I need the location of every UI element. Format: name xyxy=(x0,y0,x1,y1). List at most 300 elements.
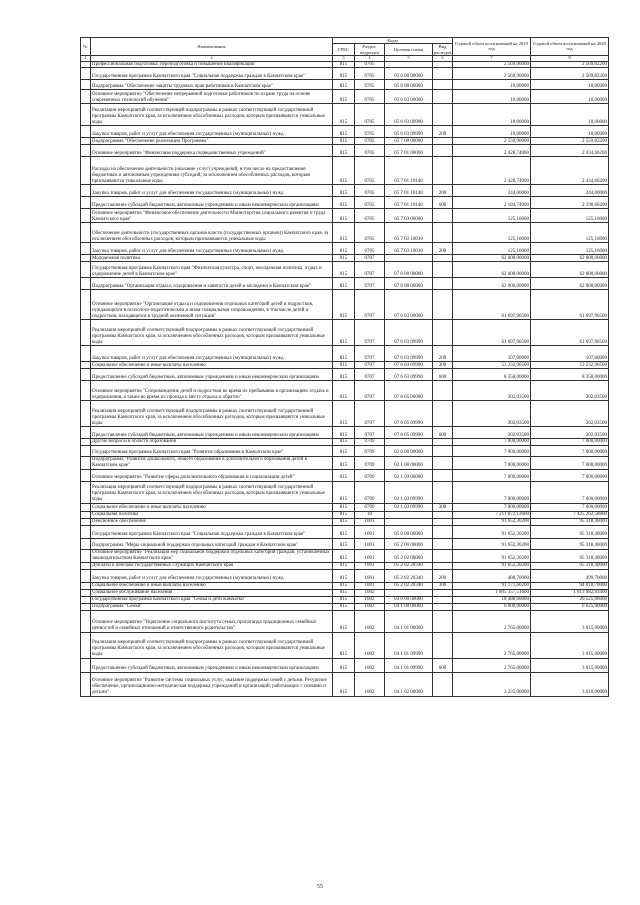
row-csr: 05 2 00 00000 xyxy=(385,538,433,549)
row-csr: 04 1 01 09990 xyxy=(385,658,433,672)
table-row xyxy=(81,632,609,658)
row-grbs: 815 xyxy=(333,320,355,346)
row-sum-2019: 125,16000 xyxy=(453,209,531,223)
row-grbs: 815 xyxy=(333,138,355,145)
row-name: Профессиональная подготовка, переподготовка и повышение квалификации xyxy=(91,61,333,68)
row-sum-2019: 302,03500 xyxy=(453,401,531,427)
row-number-cell xyxy=(81,672,91,696)
row-name: Предоставление субсидий бюджетным, автономным учреждениям и иным некоммерческим организациям xyxy=(91,369,333,381)
row-razdel: 1002 xyxy=(355,658,385,672)
row-csr xyxy=(385,255,433,262)
row-razdel: 0707 xyxy=(355,427,385,439)
row-name: Доплаты к пенсиям государственных служащих Камчатского края xyxy=(91,562,333,569)
row-sum-2019: 125,16000 xyxy=(453,243,531,255)
header-sum-2020: Годовой объем ассигнований на 2020 год xyxy=(531,38,609,56)
row-vid xyxy=(433,549,453,562)
row-razdel: 0709 xyxy=(355,503,385,511)
row-sum-2020: 61 697,96500 xyxy=(531,320,609,346)
row-razdel: 0705 xyxy=(355,61,385,68)
row-csr: 07 6 05 00000 xyxy=(385,381,433,401)
row-grbs: 815 xyxy=(333,255,355,262)
row-csr: 05 7 03 10010 xyxy=(385,243,433,255)
row-sum-2019: 7 211 872,12600 xyxy=(453,511,531,518)
row-vid xyxy=(433,104,453,126)
row-csr: 05 0 00 00000 xyxy=(385,68,433,80)
table-row xyxy=(81,362,609,369)
row-grbs: 815 xyxy=(333,262,355,278)
column-number: 4 xyxy=(355,55,385,61)
row-sum-2020: 7 000,00000 xyxy=(531,439,609,446)
row-sum-2019: 91 652,30200 xyxy=(453,562,531,569)
row-csr: 04 1 01 09990 xyxy=(385,632,433,658)
row-sum-2019: 3 235,00000 xyxy=(453,672,531,696)
header-vid: Вид расходов xyxy=(434,44,452,55)
row-csr: 05 7 03 00000 xyxy=(385,209,433,223)
row-grbs: 815 xyxy=(333,157,355,185)
row-number-cell xyxy=(81,569,91,582)
row-name: Реализация мероприятий соответствующей подпрограммы в рамках соответствующей государственной программы Камчатского края, за исключением обособленных расходов, которым присваиваются уникальные коды xyxy=(91,320,333,346)
row-csr xyxy=(385,439,433,446)
row-number-cell xyxy=(81,80,91,90)
row-sum-2019: 91 652,30200 xyxy=(453,525,531,538)
row-name: Реализация мероприятий соответствующей подпрограммы в рамках соответствующей государственной программы Камчатского края, за исключением обособленных расходов, которым присваиваются уникальные коды xyxy=(91,104,333,126)
row-name: Подпрограмма "Меры социальной поддержки отдельных категорий граждан в Камчатском крае" xyxy=(91,538,333,549)
budget-table xyxy=(80,37,609,697)
table-row xyxy=(81,255,609,262)
row-grbs: 815 xyxy=(333,290,355,320)
row-grbs: 815 xyxy=(333,511,355,518)
row-sum-2019: 2 559,90000 xyxy=(453,138,531,145)
row-name: Подпрограмма "Обеспечение реализации Программы" xyxy=(91,138,333,145)
row-grbs: 815 xyxy=(333,658,355,672)
row-razdel: 1001 xyxy=(355,525,385,538)
row-sum-2020: 62 000,00000 xyxy=(531,255,609,262)
row-sum-2020: 2 569,82200 xyxy=(531,61,609,68)
row-number-cell xyxy=(81,346,91,362)
row-sum-2019: 91 652,30200 xyxy=(453,538,531,549)
row-sum-2019: 2 569,90000 xyxy=(453,61,531,68)
row-sum-2020: 302,03500 xyxy=(531,427,609,439)
row-csr: 05 6 03 09990 xyxy=(385,126,433,138)
row-razdel: 1001 xyxy=(355,569,385,582)
row-grbs: 815 xyxy=(333,569,355,582)
table-row xyxy=(81,346,609,362)
row-csr: 02 0 00 00000 xyxy=(385,446,433,457)
row-number-cell xyxy=(81,632,91,658)
row-razdel: 0709 xyxy=(355,439,385,446)
row-vid xyxy=(433,290,453,320)
row-grbs: 815 xyxy=(333,104,355,126)
row-name: Реализация мероприятий соответствующей подпрограммы в рамках соответствующей государственной программы Камчатского края, за исключением обособленных расходов, которым присваиваются уникальные коды xyxy=(91,632,333,658)
row-sum-2019: 62 000,00000 xyxy=(453,278,531,290)
row-grbs: 815 xyxy=(333,457,355,470)
table-row xyxy=(81,549,609,562)
row-razdel: 0707 xyxy=(355,369,385,381)
row-name: Основное мероприятие "Укрепление социального института семьи, пропаганда традиционных семейных ценностей и семейных отношений и ответственного родительства" xyxy=(91,610,333,632)
row-number-cell xyxy=(81,503,91,511)
table-row xyxy=(81,427,609,439)
row-number-cell xyxy=(81,596,91,603)
row-razdel: 1002 xyxy=(355,610,385,632)
row-sum-2019: 6 000,00000 xyxy=(453,603,531,610)
table-row xyxy=(81,290,609,320)
row-number-cell xyxy=(81,401,91,427)
row-grbs: 815 xyxy=(333,549,355,562)
row-vid xyxy=(433,589,453,596)
row-name: Закупка товаров, работ и услуг для обеспечения государственных (муниципальных) нужд xyxy=(91,569,333,582)
row-name: Пенсионное обеспечение xyxy=(91,518,333,525)
row-razdel: 0705 xyxy=(355,157,385,185)
row-razdel: 1002 xyxy=(355,589,385,596)
row-sum-2020: 62 000,00000 xyxy=(531,278,609,290)
row-sum-2019: 7 000,00000 xyxy=(453,481,531,503)
row-csr: 05 7 01 00000 xyxy=(385,145,433,157)
row-grbs: 815 xyxy=(333,538,355,549)
row-vid xyxy=(433,632,453,658)
row-razdel: 0709 xyxy=(355,446,385,457)
row-razdel: 0707 xyxy=(355,262,385,278)
row-grbs: 815 xyxy=(333,503,355,511)
row-grbs: 815 xyxy=(333,381,355,401)
row-name: Предоставление субсидий бюджетным, автономным учреждениям и иным некоммерческим организациям xyxy=(91,658,333,672)
row-number-cell xyxy=(81,126,91,138)
table-row xyxy=(81,582,609,589)
row-csr: 04 1 00 00000 xyxy=(385,603,433,610)
row-grbs: 815 xyxy=(333,610,355,632)
row-sum-2020: 6 625,00000 xyxy=(531,603,609,610)
row-sum-2020: 94 818,70000 xyxy=(531,582,609,589)
row-csr: 05 2 02 20340 xyxy=(385,562,433,569)
row-csr: 07 6 00 00000 xyxy=(385,278,433,290)
row-sum-2020: 62 000,00000 xyxy=(531,262,609,278)
row-grbs: 815 xyxy=(333,209,355,223)
row-razdel: 0709 xyxy=(355,457,385,470)
table-row xyxy=(81,197,609,209)
row-vid xyxy=(433,457,453,470)
row-sum-2020: 3 015,00000 xyxy=(531,632,609,658)
row-number-cell xyxy=(81,61,91,68)
row-number-cell xyxy=(81,381,91,401)
row-sum-2020: 2 190,66200 xyxy=(531,197,609,209)
table-row xyxy=(81,439,609,446)
row-name: Государственная программа Камчатского края "Социальная поддержка граждан в Камчатском крае" xyxy=(91,68,333,80)
table-row xyxy=(81,658,609,672)
row-grbs: 815 xyxy=(333,278,355,290)
row-csr xyxy=(385,589,433,596)
row-number-cell xyxy=(81,589,91,596)
row-vid xyxy=(433,525,453,538)
row-razdel: 0705 xyxy=(355,80,385,90)
row-name: Государственная программа Камчатского края "Социальная поддержка граждан в Камчатском крае" xyxy=(91,525,333,538)
row-razdel: 0705 xyxy=(355,104,385,126)
row-sum-2020: 2 569,82200 xyxy=(531,68,609,80)
row-csr: 05 2 02 20340 xyxy=(385,569,433,582)
table-row xyxy=(81,672,609,696)
table-row xyxy=(81,243,609,255)
row-sum-2019: 1 805 357,51600 xyxy=(453,589,531,596)
row-name: Социальная политика xyxy=(91,511,333,518)
row-razdel: 0707 xyxy=(355,346,385,362)
row-csr: 05 7 01 10140 xyxy=(385,185,433,197)
row-name: Закупка товаров, работ и услуг для обеспечения государственных (муниципальных) нужд xyxy=(91,346,333,362)
row-name: Основное мероприятие "Сопровождение детей и подростков во время их пребывания в организациях отдыха и оздоровления, а также во время их проезда к месту отдыха и обратно" xyxy=(91,381,333,401)
table-row xyxy=(81,569,609,582)
row-razdel: 0707 xyxy=(355,362,385,369)
row-sum-2019: 244,00000 xyxy=(453,185,531,197)
row-csr: 07 6 03 00000 xyxy=(385,290,433,320)
row-grbs: 815 xyxy=(333,346,355,362)
row-name: Подпрограмма "Организация отдыха, оздоровления и занятости детей и молодежи в Камчатском крае" xyxy=(91,278,333,290)
row-vid: 600 xyxy=(433,427,453,439)
row-sum-2020: 7 000,00000 xyxy=(531,481,609,503)
row-name: Другие вопросы в области образования xyxy=(91,439,333,446)
row-vid xyxy=(433,320,453,346)
row-sum-2020: 95 318,40000 xyxy=(531,525,609,538)
row-sum-2019: 10,00000 xyxy=(453,90,531,104)
row-vid: 600 xyxy=(433,197,453,209)
row-razdel: 0707 xyxy=(355,290,385,320)
row-csr: 07 0 00 00000 xyxy=(385,262,433,278)
row-number-cell xyxy=(81,223,91,243)
row-csr: 04 0 00 00000 xyxy=(385,596,433,603)
row-sum-2019: 7 000,00000 xyxy=(453,446,531,457)
row-sum-2019: 62 000,00000 xyxy=(453,255,531,262)
row-sum-2020: 244,00000 xyxy=(531,185,609,197)
row-grbs: 815 xyxy=(333,401,355,427)
row-sum-2020: 95 318,40000 xyxy=(531,549,609,562)
table-row xyxy=(81,126,609,138)
row-vid xyxy=(433,138,453,145)
row-sum-2019: 10,00000 xyxy=(453,126,531,138)
row-sum-2020: 95 318,40000 xyxy=(531,562,609,569)
row-grbs: 815 xyxy=(333,582,355,589)
table-row xyxy=(81,481,609,503)
row-number-cell xyxy=(81,582,91,589)
row-name: Государственная программа Камчатского края "Физическая культура, спорт, молодежная политика, отдых и оздоровление детей в Камчатском крае" xyxy=(91,262,333,278)
row-grbs: 815 xyxy=(333,589,355,596)
table-row xyxy=(81,503,609,511)
row-razdel: 0707 xyxy=(355,278,385,290)
row-sum-2020: 10,00000 xyxy=(531,104,609,126)
row-number-cell xyxy=(81,209,91,223)
row-grbs: 815 xyxy=(333,223,355,243)
row-number-cell xyxy=(81,603,91,610)
row-number-cell xyxy=(81,658,91,672)
row-vid: 300 xyxy=(433,503,453,511)
row-grbs: 815 xyxy=(333,518,355,525)
row-vid xyxy=(433,157,453,185)
row-csr: 07 6 03 09990 xyxy=(385,320,433,346)
header-no: № xyxy=(81,38,91,56)
column-number: 3 xyxy=(333,55,355,61)
row-sum-2020: 10,00000 xyxy=(531,90,609,104)
row-razdel: 0709 xyxy=(355,481,385,503)
row-csr: 05 6 00 00000 xyxy=(385,80,433,90)
row-csr xyxy=(385,61,433,68)
row-number-cell xyxy=(81,481,91,503)
row-sum-2020: 10,00000 xyxy=(531,80,609,90)
table-body xyxy=(81,61,609,696)
row-csr: 07 6 03 09990 xyxy=(385,346,433,362)
header-name: Наименование xyxy=(91,38,333,56)
table-row xyxy=(81,104,609,126)
row-name: Закупка товаров, работ и услуг для обеспечения государственных (муниципальных) нужд xyxy=(91,126,333,138)
row-number-cell xyxy=(81,197,91,209)
row-grbs: 815 xyxy=(333,362,355,369)
row-number-cell xyxy=(81,549,91,562)
row-vid xyxy=(433,603,453,610)
column-number: 2 xyxy=(91,55,333,61)
row-razdel: 0705 xyxy=(355,197,385,209)
row-grbs: 815 xyxy=(333,481,355,503)
row-csr: 04 1 01 00000 xyxy=(385,610,433,632)
row-sum-2019: 18 488,00000 xyxy=(453,596,531,603)
row-sum-2020: 107,00000 xyxy=(531,346,609,362)
row-grbs: 815 xyxy=(333,562,355,569)
row-name: Расходы на обеспечение деятельности (оказание услуг) учреждений, в том числе на предоставление бюджетным и автономным учреждениям субсидий, за исключением обособленных расходов, которым присваиваются уникальные коды xyxy=(91,157,333,185)
row-name: Основное мероприятие "Финансовая поддержка подведомственных учреждений" xyxy=(91,145,333,157)
row-sum-2019: 10,00000 xyxy=(453,80,531,90)
row-vid xyxy=(433,518,453,525)
row-sum-2019: 2 765,00000 xyxy=(453,632,531,658)
row-vid xyxy=(433,278,453,290)
row-sum-2019: 302,03500 xyxy=(453,427,531,439)
table-row xyxy=(81,90,609,104)
column-number: 1 xyxy=(81,55,91,61)
row-name: Социальное обеспечение и иные выплаты населению xyxy=(91,582,333,589)
row-vid xyxy=(433,538,453,549)
table-row xyxy=(81,401,609,427)
row-number-cell xyxy=(81,439,91,446)
row-number-cell xyxy=(81,278,91,290)
row-razdel: 0707 xyxy=(355,381,385,401)
row-sum-2019: 107,00000 xyxy=(453,346,531,362)
row-vid xyxy=(433,209,453,223)
row-vid xyxy=(433,672,453,696)
row-vid xyxy=(433,255,453,262)
row-name: Социальное обслуживание населения xyxy=(91,589,333,596)
row-name: Государственная программа Камчатского края "Семья и дети Камчатки" xyxy=(91,596,333,603)
column-number: 8 xyxy=(531,55,609,61)
row-csr: 05 6 03 09990 xyxy=(385,104,433,126)
row-grbs: 815 xyxy=(333,90,355,104)
row-grbs: 815 xyxy=(333,469,355,481)
row-vid: 600 xyxy=(433,658,453,672)
row-razdel: 0705 xyxy=(355,68,385,80)
row-razdel: 0705 xyxy=(355,243,385,255)
row-sum-2020: 61 697,96500 xyxy=(531,290,609,320)
row-sum-2019: 91 652,30200 xyxy=(453,518,531,525)
row-name: Основное мероприятие "Развитие сферы дополнительного образования и социализации детей" xyxy=(91,469,333,481)
row-sum-2019: 480,70000 xyxy=(453,569,531,582)
row-vid xyxy=(433,481,453,503)
row-name: Подпрограмма "Семья" xyxy=(91,603,333,610)
row-name: Социальное обеспечение и иные выплаты населению xyxy=(91,503,333,511)
row-csr: 02 1 03 00000 xyxy=(385,469,433,481)
row-csr: 05 0 00 00000 xyxy=(385,525,433,538)
row-grbs: 815 xyxy=(333,68,355,80)
table-row xyxy=(81,518,609,525)
table-row xyxy=(81,525,609,538)
row-name: Реализация мероприятий соответствующей подпрограммы в рамках соответствующей государственной программы Камчатского края, за исключением обособленных расходов, которым присваиваются уникальные коды xyxy=(91,481,333,503)
table-row xyxy=(81,61,609,68)
row-vid xyxy=(433,381,453,401)
row-vid xyxy=(433,439,453,446)
row-name: Основное мероприятие "Организация отдыха и оздоровления отдельных категорий детей и подростков, нуждающихся в психолого-педагогическом и ином специальном сопровождении, в том числе детей и подростков, находящихся в трудной жизненной ситуации" xyxy=(91,290,333,320)
row-grbs: 815 xyxy=(333,596,355,603)
row-razdel: 10 xyxy=(355,511,385,518)
row-csr: 05 2 02 00000 xyxy=(385,549,433,562)
row-name: Государственная программа Камчатского края "Развитие образования в Камчатском крае" xyxy=(91,446,333,457)
row-name: Предоставление субсидий бюджетным, автономным учреждениям и иным некоммерческим организациям xyxy=(91,197,333,209)
column-number: 6 xyxy=(433,55,453,61)
row-sum-2020: 302,03500 xyxy=(531,401,609,427)
row-name: Основное мероприятие "Реализация мер социальной поддержки отдельных категорий граждан, установленных законодательством Камчатского края" xyxy=(91,549,333,562)
row-name: Обеспечение деятельности (государственных органов власти (государственных органов)) Камчатского края, за исключением обособленных расходов, которым присваиваются уникальные коды xyxy=(91,223,333,243)
row-sum-2019: 7 000,00000 xyxy=(453,503,531,511)
row-sum-2019: 302,03500 xyxy=(453,381,531,401)
row-sum-2019: 2 184,74000 xyxy=(453,197,531,209)
row-razdel: 0705 xyxy=(355,145,385,157)
row-number-cell xyxy=(81,518,91,525)
row-vid xyxy=(433,469,453,481)
header-grbs: ГРБС xyxy=(333,44,355,56)
row-sum-2020: 95 318,40000 xyxy=(531,518,609,525)
row-grbs: 815 xyxy=(333,446,355,457)
row-sum-2019: 62 000,00000 xyxy=(453,262,531,278)
row-vid xyxy=(433,610,453,632)
row-razdel: 1001 xyxy=(355,582,385,589)
row-number-cell xyxy=(81,262,91,278)
row-sum-2019: 2 765,00000 xyxy=(453,658,531,672)
row-razdel: 0707 xyxy=(355,401,385,427)
row-vid xyxy=(433,562,453,569)
row-vid: 200 xyxy=(433,185,453,197)
row-number-cell xyxy=(81,362,91,369)
row-sum-2020: 3 015,00000 xyxy=(531,610,609,632)
row-number-cell xyxy=(81,525,91,538)
row-sum-2020: 3 015,00000 xyxy=(531,658,609,672)
row-number-cell xyxy=(81,290,91,320)
row-razdel: 0707 xyxy=(355,255,385,262)
row-vid: 300 xyxy=(433,362,453,369)
table-row xyxy=(81,381,609,401)
row-sum-2020: 2 559,82200 xyxy=(531,138,609,145)
row-sum-2019: 7 000,00000 xyxy=(453,439,531,446)
row-sum-2019: 61 697,96500 xyxy=(453,320,531,346)
column-number: 5 xyxy=(385,55,433,61)
row-grbs: 815 xyxy=(333,185,355,197)
row-razdel: 1002 xyxy=(355,672,385,696)
row-csr xyxy=(385,518,433,525)
row-grbs: 815 xyxy=(333,603,355,610)
row-sum-2020: 302,03500 xyxy=(531,381,609,401)
row-name: Закупка товаров, работ и услуг для обеспечения государственных (муниципальных) нужд xyxy=(91,243,333,255)
row-name: Закупка товаров, работ и услуг для обеспечения государственных (муниципальных) нужд xyxy=(91,185,333,197)
table-row xyxy=(81,457,609,470)
row-number-cell xyxy=(81,90,91,104)
table-row xyxy=(81,538,609,549)
row-number-cell xyxy=(81,255,91,262)
row-number-cell xyxy=(81,68,91,80)
table-row xyxy=(81,223,609,243)
table-row xyxy=(81,596,609,603)
table-row xyxy=(81,369,609,381)
row-razdel: 0705 xyxy=(355,90,385,104)
row-sum-2020: 125,16000 xyxy=(531,223,609,243)
row-sum-2020: 20 525,00000 xyxy=(531,596,609,603)
row-vid xyxy=(433,262,453,278)
